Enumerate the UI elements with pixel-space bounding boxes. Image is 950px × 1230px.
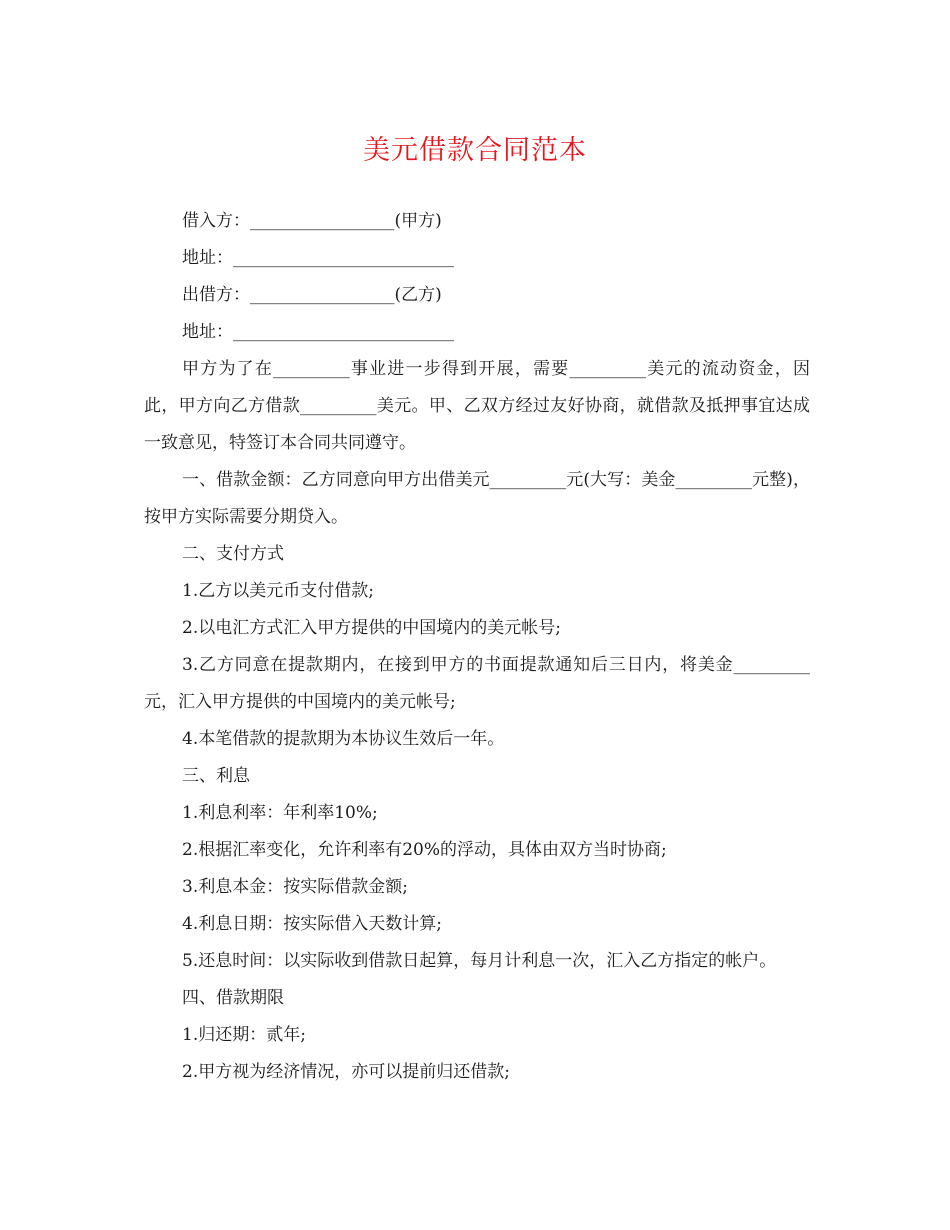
interest-item-5: 5.还息时间：以实际收到借款日起算，每月计利息一次，汇入乙方指定的帐户。 [182,951,777,971]
term-item-1: 1.归还期：贰年; [182,1025,306,1045]
payment-item-3: 3.乙方同意在提款期内，在接到甲方的书面提款通知后三日内，将美金_________元，汇入甲方提供的中国境内的美元帐号; [144,655,810,712]
document-title: 美元借款合同范本 [363,135,587,166]
interest-item-1: 1.利息利率：年利率10%; [182,803,378,823]
section-heading-payment: 二、支付方式 [182,544,284,564]
interest-item-4: 4.利息日期：按实际借入天数计算; [182,914,442,934]
interest-item-3: 3.利息本金：按实际借款金额; [182,877,408,897]
term-item-2: 2.甲方视为经济情况，亦可以提前归还借款; [182,1062,510,1082]
interest-item-2: 2.根据汇率变化，允许利率有20%的浮动，具体由双方当时协商; [182,840,667,860]
lender-address-line: 地址：__________________________ [182,322,454,342]
clause-loan-amount: 一、借款金额：乙方同意向甲方出借美元_________元(大写：美金_________元整)，按甲方实际需要分期贷入。 [144,470,810,527]
intro-paragraph: 甲方为了在_________事业进一步得到开展，需要_________美元的流动资金，因此，甲方向乙方借款_________美元。甲、乙双方经过友好协商，就借款及抵押事宜达成一致意见，特签订本合同共同遵守。 [144,359,810,453]
borrower-address-line: 地址：__________________________ [182,248,454,268]
borrower-line: 借入方：_________________(甲方) [182,211,442,231]
payment-item-4: 4.本笔借款的提款期为本协议生效后一年。 [182,729,505,749]
payment-item-2: 2.以电汇方式汇入甲方提供的中国境内的美元帐号; [182,618,561,638]
section-heading-term: 四、借款期限 [182,988,284,1008]
payment-item-1: 1.乙方以美元币支付借款; [182,581,374,601]
section-heading-interest: 三、利息 [182,766,250,786]
document-body [144,203,810,1091]
lender-line: 出借方：_________________(乙方) [182,285,442,305]
